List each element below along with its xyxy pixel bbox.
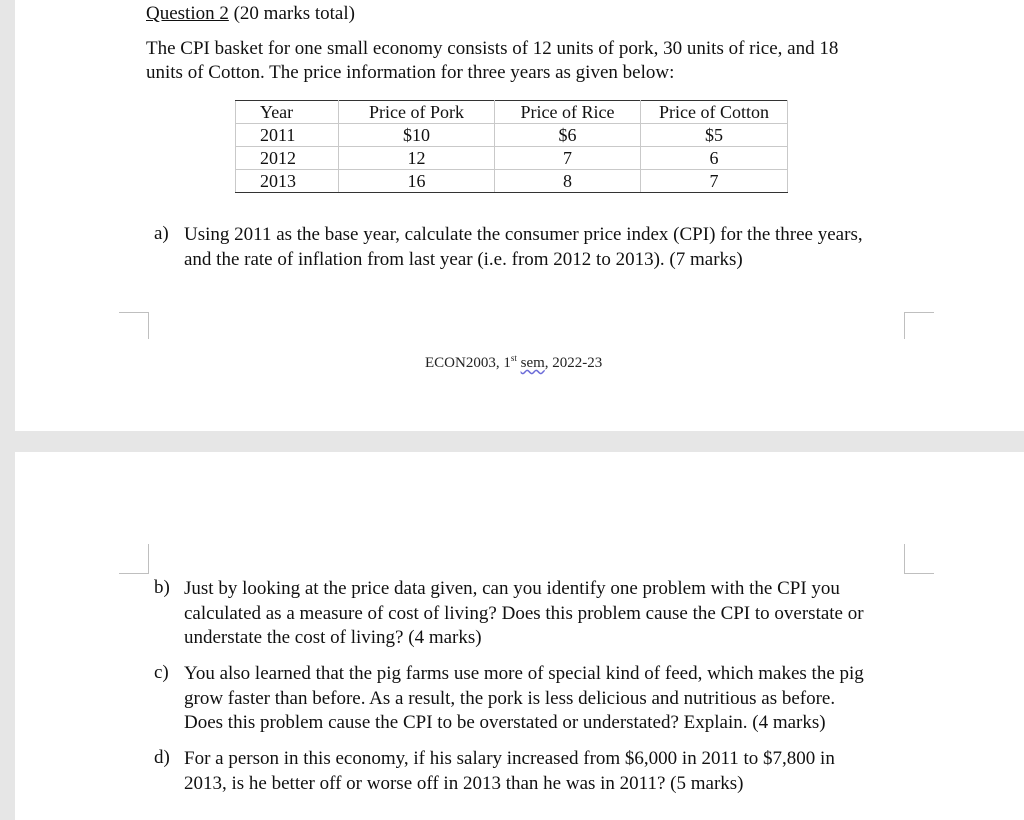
crop-mark [904,573,934,574]
header-rice: Price of Rice [495,101,641,124]
footer-course: ECON2003, 1 [425,355,511,371]
part-c-line: You also learned that the pig farms use more of special kind of feed, which makes the pig [184,663,864,684]
part-b-label: b) [154,577,170,598]
table-row [236,170,788,193]
question-number: Question 2 [146,3,229,24]
part-a-label: a) [154,223,169,244]
part-d-line: For a person in this economy, if his salary increased from $6,000 in 2011 to $7,800 in [184,748,835,769]
crop-mark [904,312,934,313]
intro-line-2: units of Cotton. The price information for three years as given below: [146,62,675,83]
crop-mark [119,573,149,574]
document-page-1 [15,0,1024,431]
footer-sup: st [510,353,517,363]
cell-year: 2011 [236,124,339,147]
question-marks: (20 marks total) [228,3,355,24]
table-row [236,147,788,170]
document-page-2 [15,452,1024,820]
part-a-line: and the rate of inflation from last year (i.e. from 2012 to 2013). (7 marks) [184,248,743,270]
cell-year: 2013 [236,170,339,193]
footer-sem: sem [520,355,545,371]
cell-pork: 12 [339,147,495,170]
cell-pork: 16 [339,170,495,193]
cell-cotton: 6 [641,147,788,170]
crop-mark [148,312,149,339]
part-c-label: c) [154,662,169,683]
cell-cotton: 7 [641,170,788,193]
part-c-text [184,662,864,736]
footer-year: , 2022-23 [544,355,603,371]
part-c-line: Does this problem cause the CPI to be overstated or understated? Explain. (4 marks) [184,712,826,733]
part-a-line: Using 2011 as the base year, calculate the consumer price index (CPI) for the three years, [184,224,863,245]
table-header-row [236,101,788,124]
part-b-line: calculated as a measure of cost of living? Does this problem cause the CPI to overstate or [184,602,864,624]
table-row [236,124,788,147]
page-footer [425,353,602,372]
cell-cotton: $5 [641,124,788,147]
crop-mark [904,312,905,339]
header-year: Year [236,101,339,124]
part-d-label: d) [154,747,170,768]
intro-line-1: The CPI basket for one small economy consists of 12 units of pork, 30 units of rice, and 18 [146,38,839,59]
price-table [235,100,788,193]
part-d-line: 2013, is he better off or worse off in 2013 than he was in 2011? (5 marks) [184,772,744,794]
cell-rice: 8 [495,170,641,193]
cell-pork: $10 [339,124,495,147]
header-cotton: Price of Cotton [641,101,788,124]
crop-mark [148,544,149,574]
question-title [146,3,355,25]
part-c-line: grow faster than before. As a result, the pork is less delicious and nutritious as before. [184,687,836,709]
part-d-text [184,747,835,796]
part-b-text [184,577,864,651]
part-b-line: Just by looking at the price data given, can you identify one problem with the CPI you [184,578,840,599]
part-a-text [184,223,863,272]
question-intro [146,37,838,85]
cell-year: 2012 [236,147,339,170]
cell-rice: $6 [495,124,641,147]
crop-mark [119,312,149,313]
crop-mark [904,544,905,574]
cell-rice: 7 [495,147,641,170]
header-pork: Price of Pork [339,101,495,124]
part-b-line: understate the cost of living? (4 marks) [184,627,482,648]
